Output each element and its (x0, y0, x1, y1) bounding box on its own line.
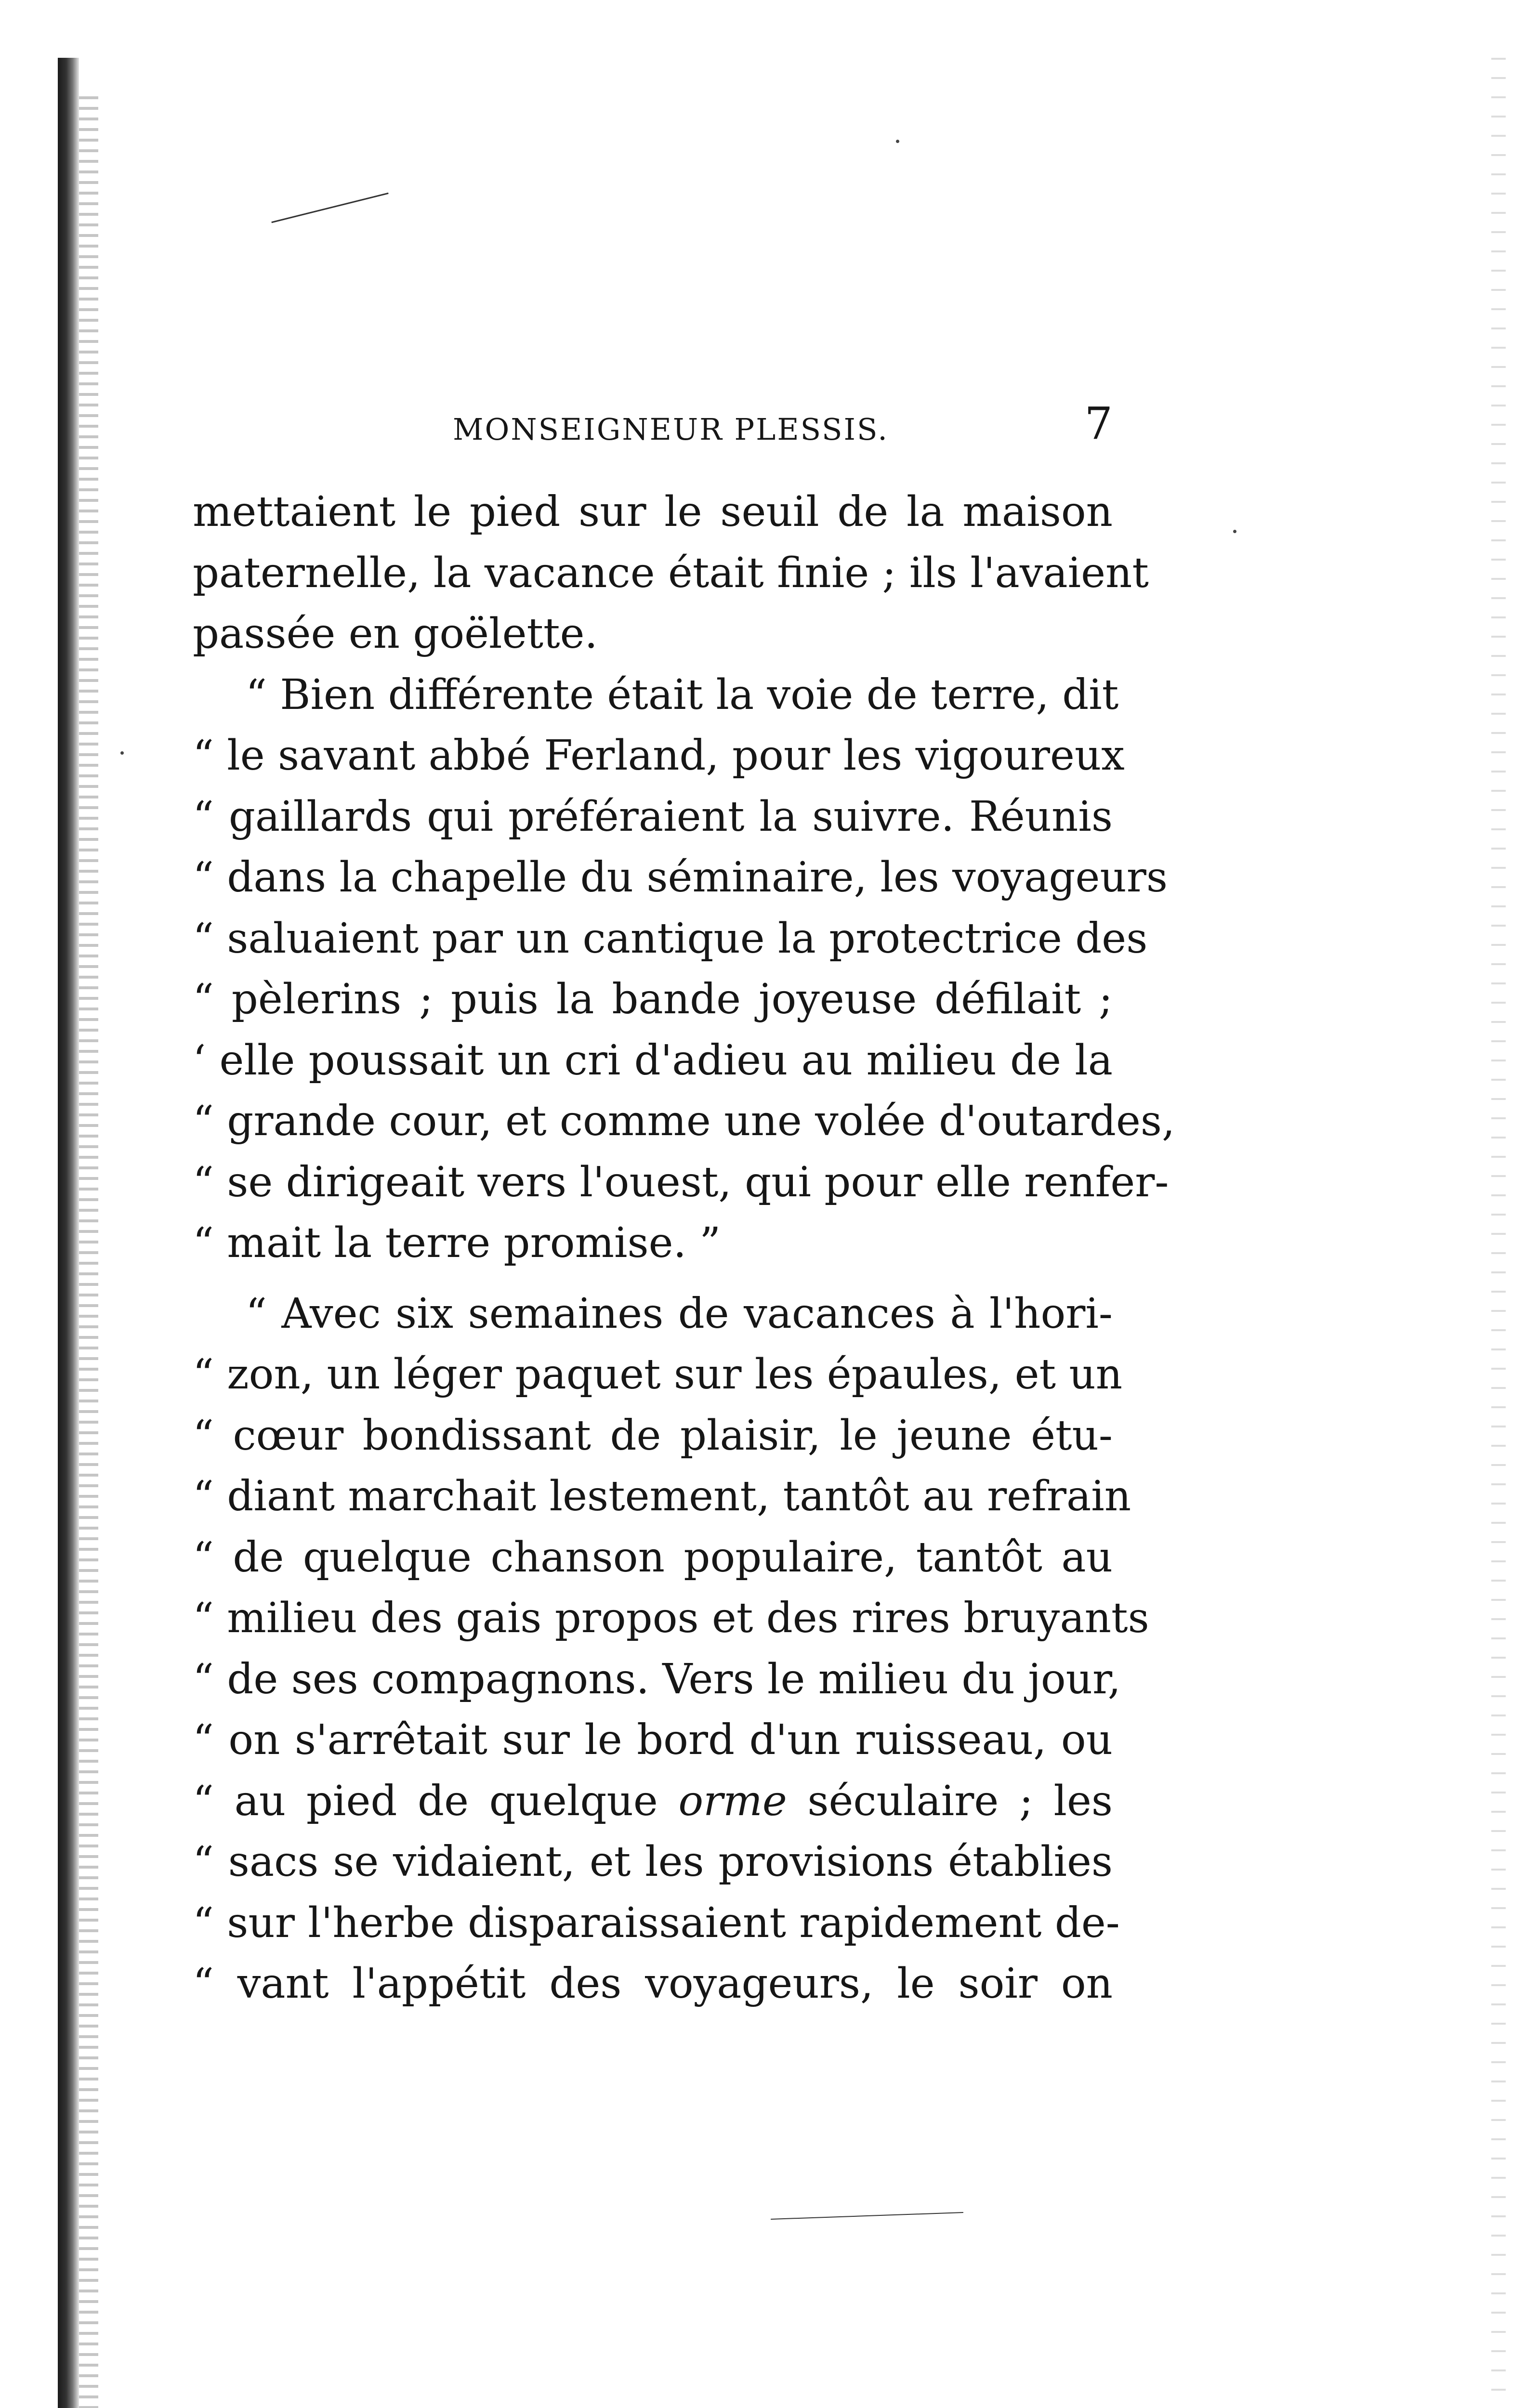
text-line: “ le savant abbé Ferland, pour les vigoureux (193, 732, 1125, 780)
page-number: 7 (1084, 398, 1113, 449)
text-line: “ Bien différente était la voie de terre, dit (246, 670, 1119, 719)
text-line: “ grande cour, et comme une volée d'outardes, (193, 1097, 1175, 1145)
page-header (193, 400, 1113, 453)
speck (120, 751, 124, 755)
text-line: “ se dirigeait vers l'ouest, qui pour elle renfer- (193, 1158, 1169, 1206)
italic-word: orme (678, 1777, 787, 1825)
text-line: “ zon, un léger paquet sur les épaules, et un (193, 1350, 1123, 1399)
text-line: “ dans la chapelle du séminaire, les voyageurs (193, 853, 1168, 902)
text-line: “ milieu des gais propos et des rires bruyants (193, 1594, 1149, 1642)
text-line: “ sur l'herbe disparaissaient rapidement de- (193, 1898, 1120, 1947)
text-line: ‘ elle poussait un cri d'adieu au milieu de la (193, 1036, 1113, 1085)
text-line: “ vant l'appétit des voyageurs, le soir on (193, 1960, 1113, 2008)
right-edge-speckle (1491, 58, 1506, 2408)
text-line: “ au pied de quelque orme séculaire ; les (193, 1777, 1113, 1825)
text-line: “ gaillards qui préféraient la suivre. Réunis (193, 792, 1113, 841)
paragraph-gap (193, 1274, 1113, 1283)
text-line: “ on s'arrêtait sur le bord d'un ruisseau, ou (193, 1716, 1113, 1764)
page-binding-edge (58, 58, 79, 2408)
text-line: “ pèlerins ; puis la bande joyeuse défilait ; (193, 975, 1113, 1023)
text-line: “ cœur bondissant de plaisir, le jeune étu- (193, 1411, 1113, 1460)
text-line: passée en goëlette. (193, 610, 598, 658)
speck (896, 140, 899, 143)
speck (1233, 530, 1236, 533)
binding-speckle (79, 96, 98, 2408)
text-line: “ saluaient par un cantique la protectrice des (193, 914, 1148, 963)
text-line: “ de ses compagnons. Vers le milieu du jour, (193, 1655, 1121, 1703)
pen-stroke-top (271, 193, 388, 223)
text-line: “ de quelque chanson populaire, tantôt au (193, 1533, 1113, 1582)
running-head: MONSEIGNEUR PLESSIS. (453, 412, 889, 447)
text-line: mettaient le pied sur le seuil de la maison (193, 488, 1113, 536)
text-line: “ diant marchait lestement, tantôt au refrain (193, 1472, 1131, 1520)
text-line: “ mait la terre promise. ” (193, 1219, 721, 1267)
body-text (193, 482, 1175, 2015)
text-line: “ Avec six semaines de vacances à l'hori- (246, 1289, 1113, 1338)
text-line: “ sacs se vidaient, et les provisions établies (193, 1838, 1113, 1886)
pen-stroke-bottom (771, 2212, 963, 2220)
text-line: paternelle, la vacance était finie ; ils l'avaient (193, 549, 1149, 597)
